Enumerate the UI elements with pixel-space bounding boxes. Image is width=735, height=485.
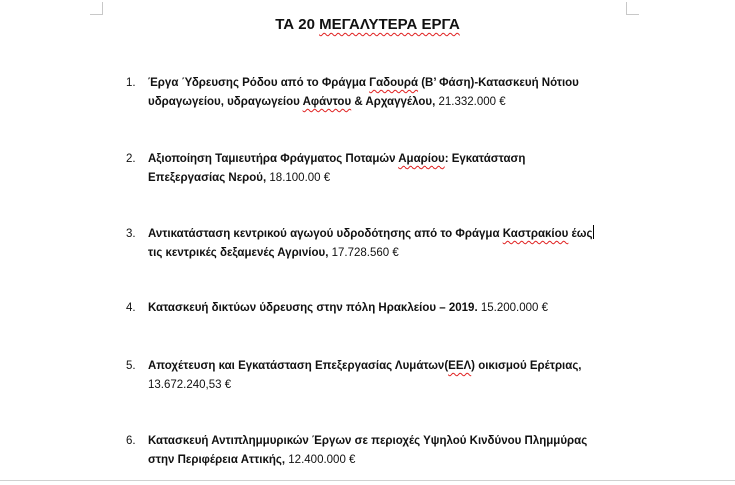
page-corner-mark-top-right bbox=[626, 2, 639, 15]
list-item-text: Αποχέτευση και Εγκατάσταση Επεξεργασίας Λυμάτων(ΕΕΛ) οικισμού Ερέτριας, 13.672.240,53 € bbox=[148, 360, 582, 391]
list-number: 6. bbox=[126, 435, 136, 447]
document-title[interactable]: ΤΑ 20 ΜΕΓΑΛΥΤΕΡΑ ΕΡΓΑ bbox=[275, 16, 460, 33]
list-item-4[interactable] bbox=[126, 299, 626, 318]
amount: 21.332.000 € bbox=[435, 96, 506, 108]
amount: 18.100.00 € bbox=[266, 172, 331, 184]
list-number: 1. bbox=[126, 77, 136, 89]
list-number: 2. bbox=[126, 153, 136, 165]
page-corner-mark-top-left bbox=[90, 2, 103, 15]
list-number: 3. bbox=[126, 228, 136, 240]
amount: 15.200.000 € bbox=[477, 302, 548, 314]
list-item-text: Έργα Ύδρευσης Ρόδου από το Φράγμα Γαδουρά (Β’ Φάση)-Κατασκευή Νότιου υδραγωγείου, υδραγωγείου Αφάντου & Αρχαγγέλου, 21.332.000 € bbox=[148, 77, 579, 108]
list-item-text: Αξιοποίηση Ταμιευτήρα Φράγματος Ποταμών Αμαρίου: Εγκατάσταση Επεξεργασίας Νερού, 18.100.00 € bbox=[148, 153, 526, 184]
list-number: 5. bbox=[126, 360, 136, 372]
page-bottom-edge bbox=[0, 480, 735, 481]
list-item-5[interactable] bbox=[126, 357, 626, 395]
list-item-2[interactable] bbox=[126, 150, 626, 188]
list-number: 4. bbox=[126, 302, 136, 314]
list-item-text: Κατασκευή Αντιπλημμυρικών Έργων σε περιοχές Υψηλού Κινδύνου Πλημμύρας στην Περιφέρεια Αττικής, 12.400.000 € bbox=[148, 435, 588, 466]
amount: 12.400.000 € bbox=[285, 454, 356, 466]
list-item-1[interactable] bbox=[126, 74, 626, 112]
list-item-6[interactable] bbox=[126, 432, 626, 470]
list-item-text: Κατασκευή δικτύων ύδρευσης στην πόλη Ηρακλείου – 2019. 15.200.000 € bbox=[148, 302, 548, 314]
amount: 13.672.240,53 € bbox=[148, 379, 232, 391]
amount: 17.728.560 € bbox=[328, 247, 399, 259]
list-item-text: Αντικατάσταση κεντρικού αγωγού υδροδότησης από το Φράγμα Καστρακίου έως τις κεντρικές δεξαμενές Αγρινίου, 17.728.560 € bbox=[148, 225, 626, 263]
list-item-3[interactable] bbox=[126, 225, 626, 263]
text-cursor bbox=[593, 225, 594, 239]
